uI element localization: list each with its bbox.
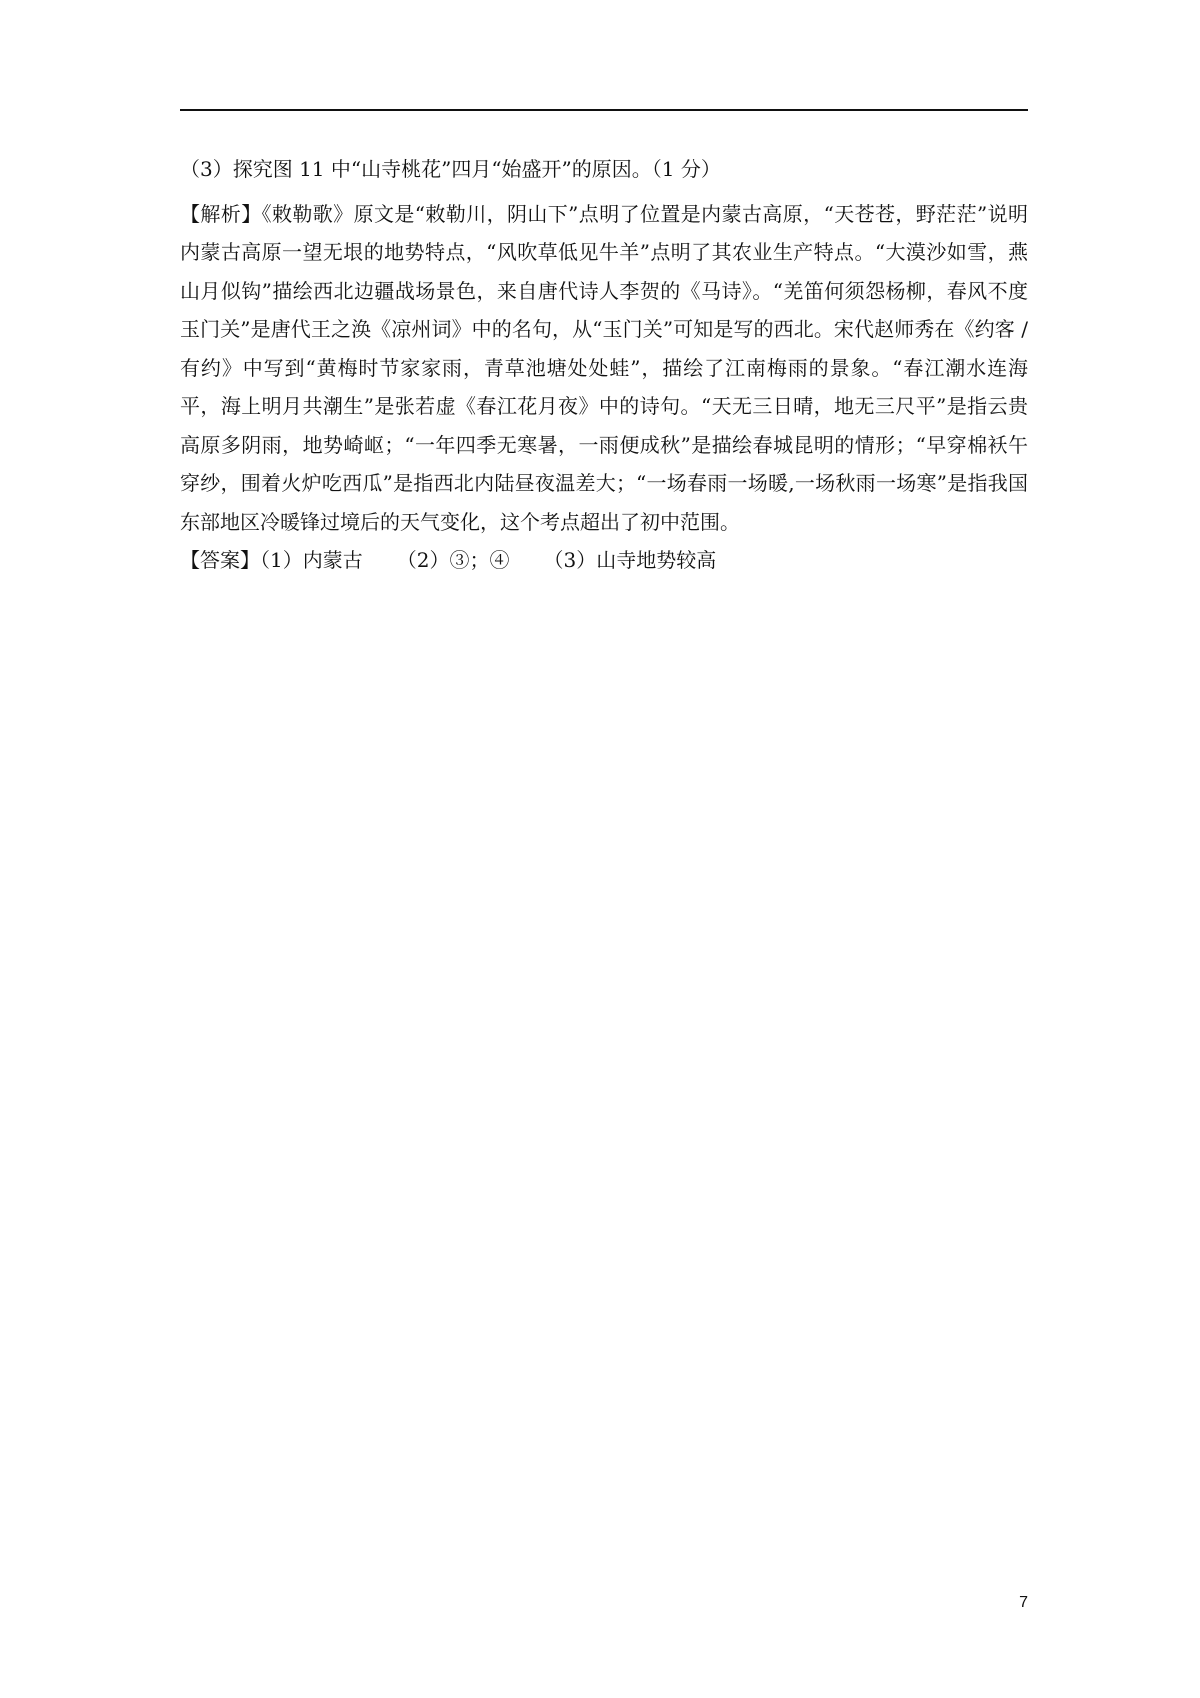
page-number: 7 (1019, 1594, 1028, 1611)
answer-part-3: （3）山寺地势较高 (543, 548, 717, 572)
answer-part-1: （1）内蒙古 (260, 548, 363, 572)
analysis-text: 《敕勒歌》原文是“敕勒川，阴山下”点明了位置是内蒙古高原，“天苍苍，野茫茫”说明内蒙古高原一望无垠的地势特点，“风吹草低见牛羊”点明了其农业生产特点。“大漠沙如雪，燕山月似钩”描绘西北边疆战场景色，来自唐代诗人李贺的《马诗》。“羌笛何须怨杨柳，春风不度玉门关”是唐代王之涣《凉州词》中的名句，从“玉门关”可知是写的西北。宋代赵师秀在《约客 / 有约》中写到“黄梅时节家家雨，青草池塘处处蛙”，描绘了江南梅雨的景象。“春江潮水连海平，海上明月共潮生”是张若虚《春江花月夜》中的诗句。“天无三日晴，地无三尺平”是指云贵高原多阴雨，地势崎岖；“一年四季无寒暑，一雨便成秋”是描绘春城昆明的情形；“早穿棉袄午穿纱，围着火炉吃西瓜”是指西北内陆昼夜温差大；“一场春雨一场暖,一场秋雨一场寒”是指我国东部地区冷暖锋过境后的天气变化，这个考点超出了初中范围。 (180, 201, 1028, 534)
answer-label: 【答案】 (180, 548, 260, 572)
document-body (180, 150, 1028, 580)
question-text: （3）探究图 11 中“山寺桃花”四月“始盛开”的原因。（1 分） (180, 157, 721, 181)
analysis-label: 【解析】 (180, 201, 262, 226)
header-rule (180, 109, 1028, 111)
answer-paragraph (180, 541, 1028, 580)
analysis-paragraph (180, 195, 1028, 542)
answer-part-2: （2）③；④ (396, 548, 510, 572)
